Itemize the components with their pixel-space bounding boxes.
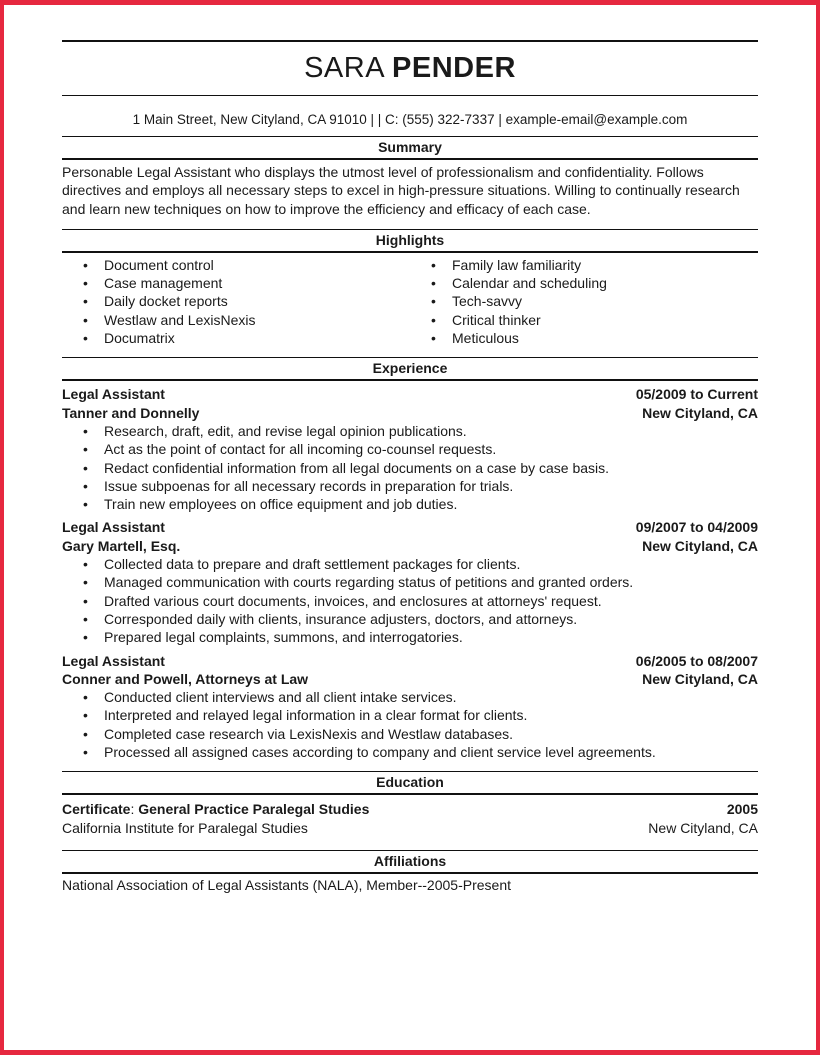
job-duty-item bbox=[62, 725, 758, 743]
education-location: New Cityland, CA bbox=[648, 819, 758, 836]
job-company-row bbox=[62, 404, 758, 422]
bullet-dot: • bbox=[83, 477, 88, 494]
bullet-dot: • bbox=[83, 311, 88, 328]
education-heading: Education bbox=[376, 774, 444, 791]
highlight-item-text: Document control bbox=[104, 256, 214, 273]
highlight-item-text: Tech-savvy bbox=[452, 293, 523, 310]
job-title: Legal Assistant bbox=[62, 652, 165, 669]
bullet-dot: • bbox=[83, 689, 88, 706]
job-duties-list bbox=[62, 422, 758, 513]
last-name: PENDER bbox=[392, 52, 516, 84]
job-duty-item bbox=[62, 459, 758, 477]
job-entry bbox=[62, 518, 758, 646]
job-duty-item-text: Redact confidential information from all legal documents on a case by case basis. bbox=[104, 459, 610, 476]
job-entry bbox=[62, 385, 758, 513]
affiliations-heading: Affiliations bbox=[373, 852, 447, 869]
job-duty-item bbox=[62, 743, 758, 761]
bullet-dot: • bbox=[431, 311, 436, 328]
job-duty-item-text: Drafted various court documents, invoices, and enclosures at attorneys' request. bbox=[104, 592, 602, 609]
education-bottom-rule bbox=[62, 793, 758, 795]
job-duty-item bbox=[62, 592, 758, 610]
affiliations-bottom-rule bbox=[62, 872, 758, 874]
highlights-left-list bbox=[62, 256, 410, 347]
bullet-dot: • bbox=[83, 330, 88, 347]
highlight-item-text: Family law familiarity bbox=[452, 256, 582, 273]
job-dates: 05/2009 to Current bbox=[635, 386, 758, 403]
job-location: New Cityland, CA bbox=[642, 404, 758, 421]
education-row-2 bbox=[62, 819, 758, 837]
job-title-row bbox=[62, 518, 758, 536]
bullet-dot: • bbox=[83, 556, 88, 573]
job-duty-item bbox=[62, 706, 758, 724]
bullet-dot: • bbox=[83, 744, 88, 761]
job-location: New Cityland, CA bbox=[642, 537, 758, 554]
bullet-dot: • bbox=[83, 707, 88, 724]
job-duty-item-text: Research, draft, edit, and revise legal opinion publications. bbox=[104, 422, 467, 439]
education-year: 2005 bbox=[726, 801, 758, 818]
highlight-item-text: Documatrix bbox=[104, 330, 175, 347]
highlight-item-text: Calendar and scheduling bbox=[452, 275, 607, 292]
highlight-item bbox=[410, 329, 758, 347]
bullet-dot: • bbox=[431, 330, 436, 347]
job-title: Legal Assistant bbox=[62, 519, 165, 536]
job-duty-item bbox=[62, 422, 758, 440]
bullet-dot: • bbox=[431, 293, 436, 310]
summary-heading: Summary bbox=[378, 139, 442, 155]
job-duty-item bbox=[62, 610, 758, 628]
bullet-dot: • bbox=[431, 275, 436, 292]
bullet-dot: • bbox=[431, 256, 436, 273]
name-rule bbox=[62, 95, 758, 96]
first-name: SARA bbox=[304, 52, 384, 84]
education-degree: Certificate: General Practice Paralegal Studies bbox=[62, 801, 370, 818]
experience-list bbox=[62, 385, 758, 761]
bullet-dot: • bbox=[83, 275, 88, 292]
job-duty-item-text: Collected data to prepare and draft settlement packages for clients. bbox=[104, 556, 521, 573]
job-entry bbox=[62, 652, 758, 762]
bullet-dot: • bbox=[83, 592, 88, 609]
job-duty-item-text: Processed all assigned cases according to company and client service level agreements. bbox=[104, 744, 656, 761]
bullet-dot: • bbox=[83, 629, 88, 646]
job-company-row bbox=[62, 537, 758, 555]
education-label: Certificate bbox=[62, 801, 131, 818]
bullet-dot: • bbox=[83, 610, 88, 627]
highlight-item bbox=[410, 274, 758, 292]
job-duty-item bbox=[62, 495, 758, 513]
job-company: Conner and Powell, Attorneys at Law bbox=[62, 670, 309, 687]
job-duty-item bbox=[62, 555, 758, 573]
highlight-item-text: Case management bbox=[104, 275, 223, 292]
highlight-item bbox=[62, 274, 410, 292]
summary-bottom-rule bbox=[62, 158, 758, 160]
experience-heading: Experience bbox=[372, 360, 448, 377]
job-duty-item-text: Conducted client interviews and all client intake services. bbox=[104, 689, 457, 706]
job-duty-item-text: Corresponded daily with clients, insurance adjusters, doctors, and attorneys. bbox=[104, 610, 578, 627]
job-duties-list bbox=[62, 688, 758, 761]
bullet-dot: • bbox=[83, 496, 88, 513]
bullet-dot: • bbox=[83, 256, 88, 273]
summary-text: Personable Legal Assistant who displays the utmost level of professionalism and confidentiality. Follows directives and employs all necessary steps to excel in high-pressure situations. Willing to continually research and learn new techniques on how to improve the efficiency and efficacy of each case. bbox=[62, 164, 740, 217]
job-duty-item bbox=[62, 477, 758, 495]
job-duty-item-text: Train new employees on office equipment and job duties. bbox=[104, 496, 458, 513]
education-school: California Institute for Paralegal Studies bbox=[62, 819, 308, 836]
job-title: Legal Assistant bbox=[62, 386, 165, 403]
highlight-item bbox=[410, 256, 758, 274]
resume-name bbox=[62, 51, 758, 85]
bullet-dot: • bbox=[83, 725, 88, 742]
education-program: General Practice Paralegal Studies bbox=[138, 801, 370, 818]
highlights-heading: Highlights bbox=[375, 231, 445, 248]
bullet-dot: • bbox=[83, 293, 88, 310]
job-duty-item bbox=[62, 628, 758, 646]
bullet-dot: • bbox=[83, 422, 88, 439]
job-company: Tanner and Donnelly bbox=[62, 404, 200, 421]
job-duty-item bbox=[62, 573, 758, 591]
contact-line: 1 Main Street, New Cityland, CA 91010 | | C: (555) 322-7337 | example-email@example.com bbox=[132, 112, 688, 127]
bullet-dot: • bbox=[83, 441, 88, 458]
affiliation-text: National Association of Legal Assistants (NALA), Member--2005-Present bbox=[62, 876, 511, 893]
job-duty-item-text: Managed communication with courts regarding status of petitions and granted orders. bbox=[104, 574, 634, 591]
highlight-item-text: Daily docket reports bbox=[104, 293, 228, 310]
highlight-item bbox=[62, 311, 410, 329]
bullet-dot: • bbox=[83, 459, 88, 476]
highlight-item bbox=[62, 329, 410, 347]
highlight-item bbox=[62, 256, 410, 274]
job-duty-item-text: Issue subpoenas for all necessary records in preparation for trials. bbox=[104, 477, 514, 494]
job-location: New Cityland, CA bbox=[642, 670, 758, 687]
resume-page bbox=[62, 40, 758, 894]
education-entry bbox=[62, 800, 758, 837]
job-duty-item-text: Prepared legal complaints, summons, and interrogatories. bbox=[104, 629, 463, 646]
highlight-item bbox=[410, 292, 758, 310]
education-row-1 bbox=[62, 800, 758, 818]
highlight-item bbox=[410, 311, 758, 329]
job-duty-item-text: Act as the point of contact for all incoming co-counsel requests. bbox=[104, 441, 497, 458]
highlight-item-text: Meticulous bbox=[452, 330, 519, 347]
highlights-columns bbox=[62, 256, 758, 347]
job-dates: 09/2007 to 04/2009 bbox=[635, 519, 758, 536]
job-dates: 06/2005 to 08/2007 bbox=[635, 652, 758, 669]
bullet-dot: • bbox=[83, 574, 88, 591]
job-company: Gary Martell, Esq. bbox=[62, 537, 181, 554]
highlight-item bbox=[62, 292, 410, 310]
highlights-bottom-rule bbox=[62, 251, 758, 253]
job-title-row bbox=[62, 652, 758, 670]
highlight-item-text: Westlaw and LexisNexis bbox=[104, 311, 256, 328]
job-duties-list bbox=[62, 555, 758, 646]
highlight-item-text: Critical thinker bbox=[452, 311, 541, 328]
experience-bottom-rule bbox=[62, 379, 758, 381]
job-title-row bbox=[62, 385, 758, 403]
job-company-row bbox=[62, 670, 758, 688]
job-duty-item bbox=[62, 688, 758, 706]
top-rule bbox=[62, 40, 758, 42]
highlights-right-list bbox=[410, 256, 758, 347]
job-duty-item-text: Interpreted and relayed legal information in a clear format for clients. bbox=[104, 707, 528, 724]
job-duty-item bbox=[62, 440, 758, 458]
job-duty-item-text: Completed case research via LexisNexis and Westlaw databases. bbox=[104, 725, 514, 742]
